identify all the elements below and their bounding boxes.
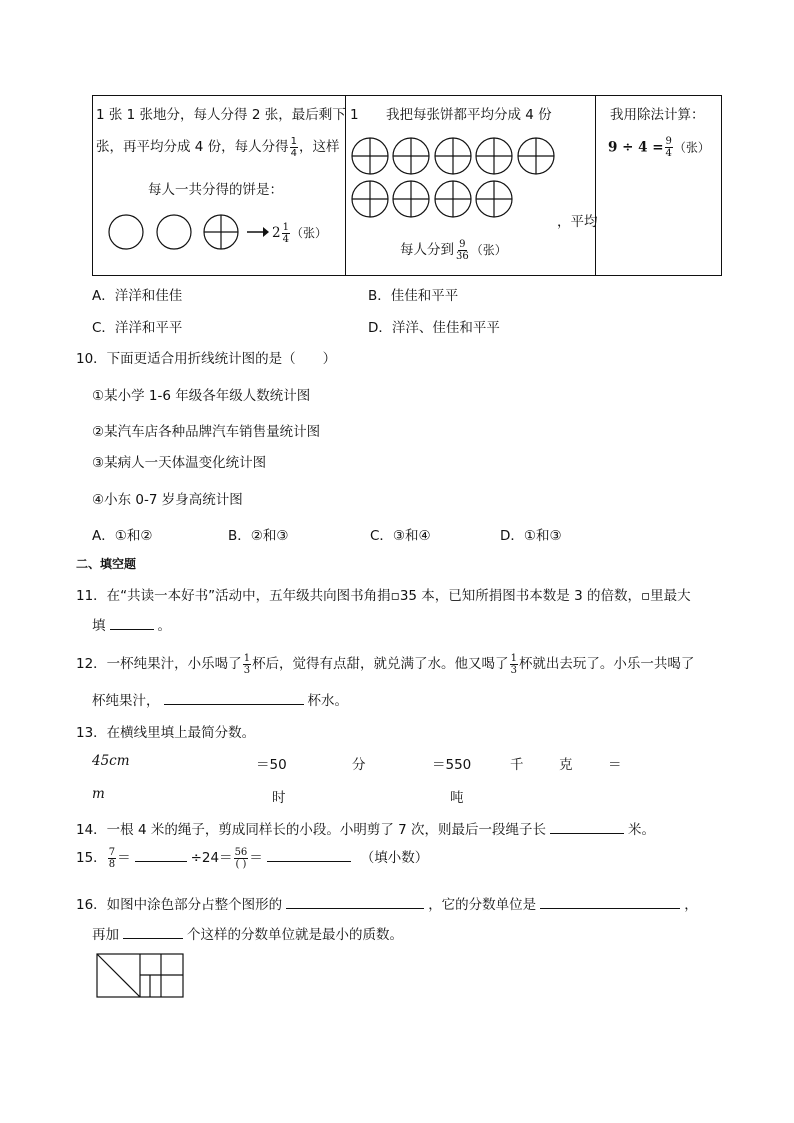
q14-text: 14．一根 4 米的绳子，剪成同样长的小段。小明剪了 7 次，则最后一段绳子长	[76, 822, 547, 838]
fraction	[108, 847, 116, 870]
frac-num: 1	[290, 135, 298, 147]
pie-diagram-col2	[348, 134, 560, 222]
q10-option-a[interactable]: A．①和②	[92, 528, 153, 544]
q11-answer-blank[interactable]	[110, 615, 154, 630]
fraction	[510, 653, 518, 676]
fraction	[234, 847, 249, 870]
q13-ke: 克	[559, 757, 573, 773]
col3-unit: （张）	[673, 140, 710, 155]
frac-den: 3	[243, 664, 251, 676]
q15-eq: ＝	[117, 850, 131, 866]
q10-item-3: ③某病人一天体温变化统计图	[92, 455, 267, 471]
col2-unit: （张）	[470, 243, 507, 257]
frac-num: 7	[108, 846, 116, 858]
q16-mid: ，它的分数单位是	[428, 897, 537, 913]
frac-den: 8	[108, 858, 116, 870]
frac-den: 3	[510, 664, 517, 676]
arrow-right-icon	[246, 226, 270, 238]
fraction-figure	[96, 953, 186, 999]
q16-line2-post: 个这样的分数单位就是最小的质数。	[187, 927, 403, 943]
q9-option-a[interactable]: A．洋洋和佳佳	[92, 288, 183, 304]
q15-blank-2[interactable]	[267, 847, 351, 862]
q10-option-b[interactable]: B．②和③	[228, 528, 289, 544]
col3-line1: 我用除法计算：	[610, 107, 705, 123]
q15-line	[76, 846, 428, 870]
q15-label: 15．	[76, 850, 107, 866]
col3-expr-text: 9 ÷ 4 =	[608, 139, 664, 156]
q9-option-d[interactable]: D．洋洋、佳佳和平平	[368, 320, 500, 336]
frac-num: 1	[282, 222, 289, 233]
frac-num: 56	[234, 846, 248, 858]
fraction	[290, 136, 298, 159]
q12-mid: 杯后，觉得有点甜，就兑满了水。他又喝了	[252, 656, 509, 672]
frac-den: ( )	[235, 858, 247, 870]
q12-end: 杯水。	[307, 693, 348, 709]
result-whole: 2	[272, 225, 281, 241]
q11-label: 填	[92, 618, 106, 634]
q12-line2	[92, 689, 348, 709]
q10-item-1: ①某小学 1-6 年级各年级人数统计图	[92, 388, 311, 404]
q13-dun: 吨	[450, 790, 464, 806]
q10-option-c[interactable]: C．③和④	[370, 528, 431, 544]
q14-line	[76, 818, 655, 838]
q10-option-d[interactable]: D．①和③	[500, 528, 562, 544]
frac-num: 1	[510, 652, 517, 664]
col2-last-text: 每人分到	[400, 242, 454, 258]
q13-fen: 分	[352, 757, 366, 773]
q9-option-c[interactable]: C．洋洋和平平	[92, 320, 183, 336]
q11-end: 。	[157, 618, 171, 634]
q14-answer-blank[interactable]	[550, 819, 624, 834]
col2-last	[400, 238, 507, 262]
result-unit: （张）	[290, 226, 327, 240]
q10-item-4: ④小东 0-7 岁身高统计图	[92, 492, 243, 508]
frac-den: 4	[282, 234, 289, 245]
q13-eq50: ＝50	[256, 757, 287, 773]
frac-num: 9	[459, 238, 466, 250]
q10-stem: 10．下面更适合用折线统计图的是（ ）	[76, 351, 337, 367]
q12-line2-text: 杯纯果汁，	[92, 693, 160, 709]
q16-line2	[92, 923, 403, 943]
q11-line1: 11．在“共读一本好书”活动中，五年级共向图书角捐▫35 本，已知所捐图书本数是 3 的倍数，▫里最大	[76, 588, 691, 604]
q13-m: m	[92, 786, 105, 802]
q16-end: ，	[684, 897, 698, 913]
q11-line2	[92, 614, 171, 634]
section-heading: 二、填空题	[76, 557, 137, 571]
col1-line1: 1 张 1 张地分，每人分得 2 张，最后剩下 1	[96, 107, 359, 123]
q15-note: （填小数）	[360, 850, 429, 866]
q12-line1	[76, 652, 694, 676]
q12-post: 杯就出去玩了。小乐一共喝了	[518, 656, 695, 672]
q15-div: ÷24＝	[190, 850, 233, 866]
col1-line3: 每人一共分得的饼是：	[148, 182, 283, 198]
q16-text: 16．如图中涂色部分占整个图形的	[76, 897, 283, 913]
pie-diagram-col1	[104, 212, 244, 254]
q16-blank-1[interactable]	[286, 894, 424, 909]
col2-line1: 我把每张饼都平均分成 4 份	[386, 107, 552, 123]
q9-option-b[interactable]: B．佳佳和平平	[368, 288, 459, 304]
frac-num: 9	[665, 136, 672, 147]
frac-den: 4	[290, 147, 298, 159]
q16-line2-pre: 再加	[92, 927, 119, 943]
q16-line1	[76, 893, 698, 913]
q15-blank-1[interactable]	[135, 847, 187, 862]
fraction	[243, 653, 251, 676]
q13-45cm: 45cm	[92, 753, 130, 769]
col1-line2-text: 张，再平均分成 4 份，每人分得	[96, 139, 289, 155]
q13-eq: ＝	[608, 757, 622, 773]
frac-den: 4	[665, 148, 672, 159]
q12-pre: 12．一杯纯果汁，小乐喝了	[76, 656, 242, 672]
q12-answer-blank[interactable]	[164, 690, 304, 705]
q15-eq2: ＝	[249, 850, 263, 866]
frac-den: 36	[456, 250, 469, 262]
q16-blank-2[interactable]	[540, 894, 680, 909]
table-divider-2	[595, 95, 596, 275]
fraction	[282, 222, 290, 245]
fraction	[455, 239, 470, 262]
frac-num: 1	[243, 652, 251, 664]
q13-qian: 千	[510, 757, 524, 773]
fraction	[665, 136, 673, 159]
col1-line2-post: ，这样	[299, 139, 340, 155]
q13-eq550: ＝550	[432, 757, 472, 773]
q16-blank-3[interactable]	[123, 924, 183, 939]
q13-stem: 13．在横线里填上最简分数。	[76, 725, 256, 741]
q14-end: 米。	[628, 822, 656, 838]
col3-expr	[608, 136, 710, 159]
col1-line2	[96, 135, 340, 159]
col2-suffix: ，平均	[557, 214, 598, 230]
q13-shi: 时	[272, 790, 286, 806]
col1-result	[272, 222, 327, 245]
q10-item-2: ②某汽车店各种品牌汽车销售量统计图	[92, 424, 321, 440]
